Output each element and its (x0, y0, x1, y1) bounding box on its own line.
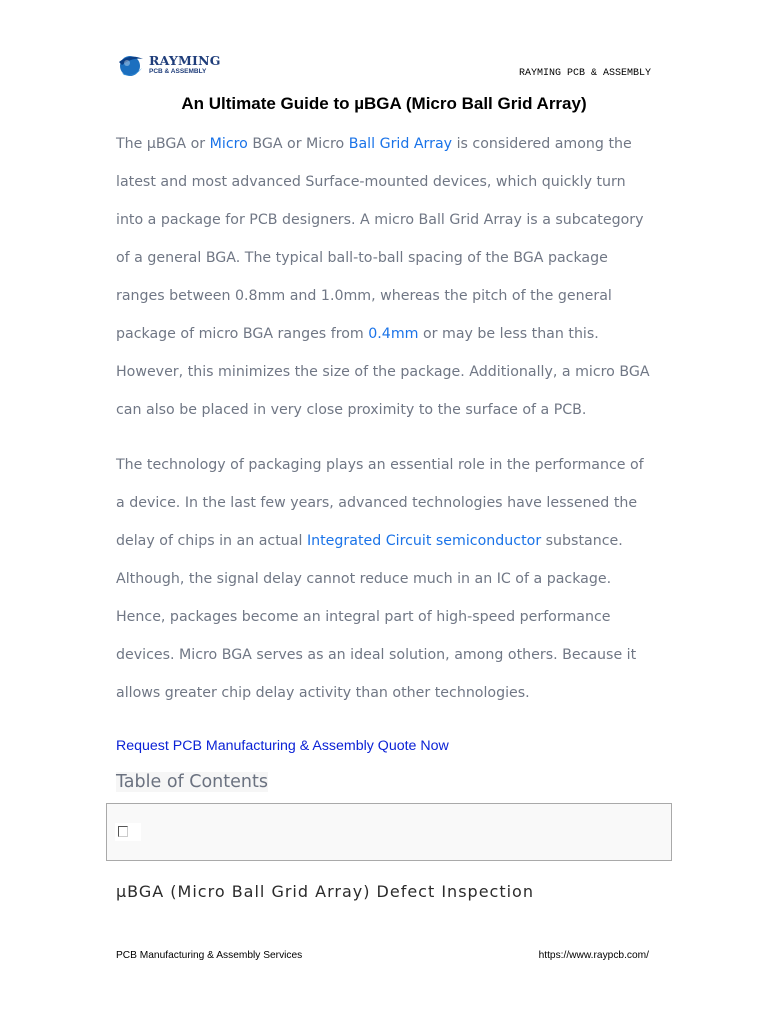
footer-url[interactable]: https://www.raypcb.com/ (538, 950, 649, 961)
micro-link[interactable]: Micro (209, 136, 248, 152)
footer-services: PCB Manufacturing & Assembly Services (116, 950, 303, 961)
integrated-circuit-link[interactable]: Integrated Circuit semiconductor (306, 533, 542, 549)
header-company-name: RAYMING PCB & ASSEMBLY (518, 68, 651, 79)
paragraph-text: BGA or Micro (247, 136, 349, 152)
toc-heading: Table of Contents (116, 772, 268, 792)
intro-paragraph (116, 125, 656, 429)
paragraph-text: The µBGA or (116, 136, 210, 152)
logo-name: RAYMING (149, 52, 221, 68)
rayming-globe-icon (116, 52, 146, 78)
pitch-link[interactable]: 0.4mm (368, 326, 419, 342)
rayming-logo (116, 52, 221, 78)
paragraph-text: is considered among the latest and most advanced Surface-mounted devices, which quickly turn into a package for PCB designers. A micro Ball Grid Array is a subcategory of a general BGA. The typical ball-to-ball spacing of the BGA package ranges between 0.8mm and 1.0mm, whereas the pitch of the general package of micro BGA ranges from (116, 136, 644, 342)
page-title: An Ultimate Guide to µBGA (Micro Ball Grid Array) (181, 94, 587, 113)
paragraph-text: substance. Although, the signal delay cannot reduce much in an IC of a package. Hence, packages become an integral part of high-speed performance devices. Micro BGA serves as an ideal solution, among others. Because it allows greater chip delay activity than other technologies. (116, 533, 637, 701)
checkbox-icon (118, 826, 128, 837)
ball-grid-array-link[interactable]: Ball Grid Array (348, 136, 453, 152)
toc-toggle-button[interactable] (115, 823, 141, 841)
table-of-contents-box (106, 803, 672, 861)
request-quote-link[interactable]: Request PCB Manufacturing & Assembly Quote Now (116, 738, 449, 754)
section-heading: µBGA (Micro Ball Grid Array) Defect Inspection (116, 882, 534, 901)
paragraph-text: The technology of packaging plays an essential role in the performance of a device. In the last few years, advanced technologies have lessened the delay of chips in an actual (116, 457, 644, 549)
logo-subtitle: PCB & ASSEMBLY (149, 68, 207, 75)
packaging-paragraph (116, 446, 656, 712)
paragraph-text: or may be less than this. However, this minimizes the size of the package. Additionally, a micro BGA can also be placed in very close proximity to the surface of a PCB. (116, 326, 650, 418)
